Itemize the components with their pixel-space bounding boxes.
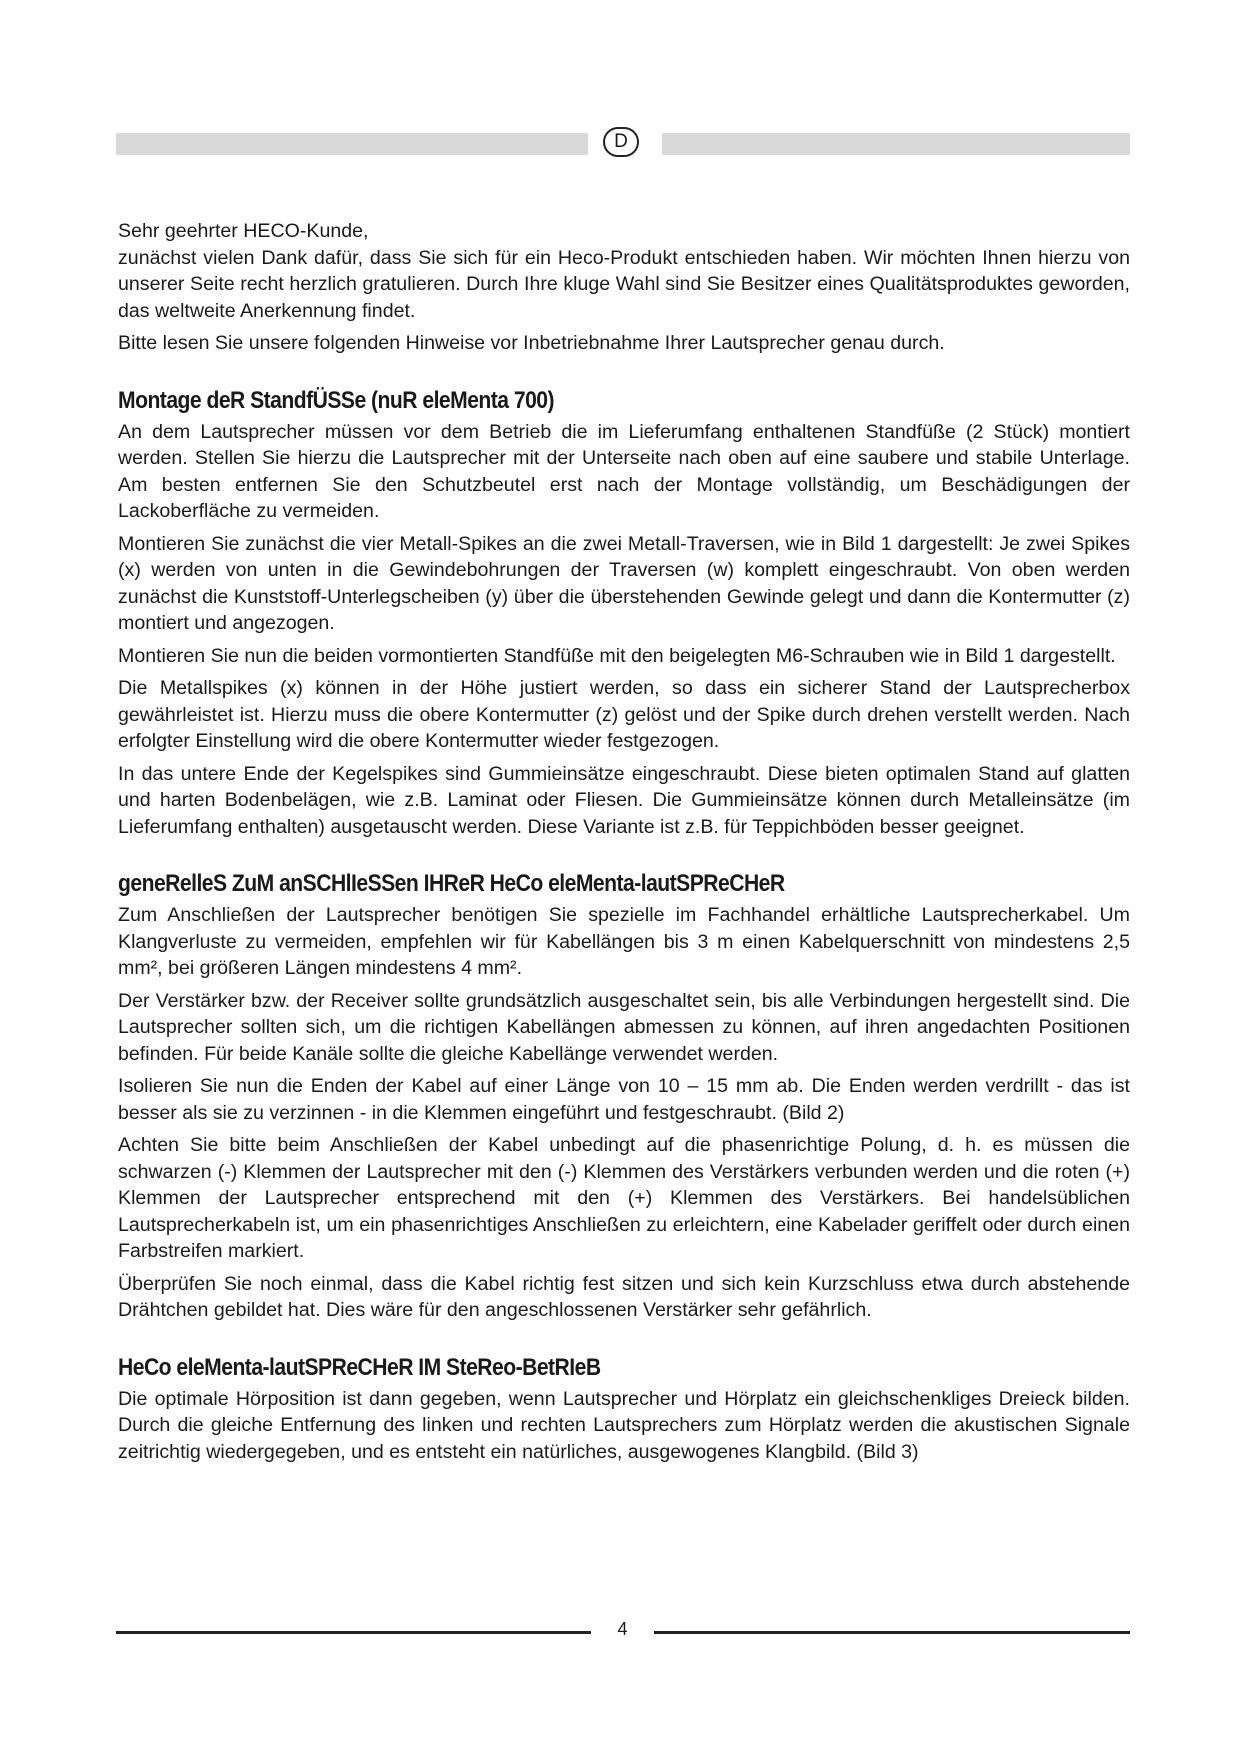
section-paragraph: Achten Sie bitte beim Anschließen der Kabel unbedingt auf die phasenrichtige Polung, d. h. es müssen die schwarzen (-) Klemmen der Lautsprecher mit den (-) Klemmen des Verstärkers verbunden werden und die roten (+) Klemmen der Lautsprecher entsprechend mit den (+) Klemmen des Verstärkers. Bei handelsüblichen Lautsprecherkabeln ist, um ein phasenrichtiges Anschließen zu erleichtern, eine Kabelader geriffelt oder durch einen Farbstreifen markiert. [118,1134,1130,1262]
section-paragraph: Montieren Sie zunächst die vier Metall-Spikes an die zwei Metall-Traversen, wie in Bild 1 dargestellt: Je zwei Spikes (x) werden von unten in die Gewindebohrungen der Traversen (w) komplett eingeschraubt. Von oben werden zunächst die Kunststoff-Unterlegscheiben (y) über die überstehenden Gewinde gelegt und dann die Kontermutter (z) montiert und angezogen. [118,532,1130,634]
footer-rule-right [654,1631,1130,1634]
header-bar-left [116,133,588,155]
page-footer [116,1617,1130,1647]
section-heading: HeCo eleMenta-lautSPReCHeR IM SteReo-BetRIeB [118,1353,601,1381]
section-heading: Montage deR StandfÜSSe (nuR eleMenta 700) [118,386,555,414]
header-bar-right [662,133,1130,155]
section-heading: geneRelleS ZuM anSCHlIeSSen IHReR HeCo eleMenta-lautSPReCHeR [118,870,785,897]
section-paragraph: Der Verstärker bzw. der Receiver sollte grundsätzlich ausgeschaltet sein, bis alle Verbindungen hergestellt sind. Die Lautsprecher sollten sich, um die richtigen Kabellängen abmessen zu können, auf ihren angedachten Positionen befinden. Für beide Kanäle sollte die gleiche Kabellänge verwendet werden. [118,989,1130,1065]
section-paragraph: Überprüfen Sie noch einmal, dass die Kabel richtig fest sitzen und sich kein Kurzschluss etwa durch abstehende Drähtchen gebildet hat. Dies wäre für den angeschlossenen Verstärker sehr gefährlich. [118,1272,1130,1321]
intro-paragraph: Bitte lesen Sie unsere folgenden Hinweise vor Inbetriebnahme Ihrer Lautsprecher genau durch. [118,332,945,354]
section-paragraph: In das untere Ende der Kegelspikes sind Gummieinsätze eingeschraubt. Diese bieten optimalen Stand auf glatten und harten Bodenbelägen, wie z.B. Laminat oder Fliesen. Die Gummieinsätze können durch Metalleinsätze (im Lieferumfang enthalten) ausgetauscht werden. Diese Variante ist z.B. für Teppichböden besser geeignet. [118,762,1130,838]
page-number: 4 [617,1619,628,1639]
section-paragraph: Die optimale Hörposition ist dann gegeben, wenn Lautsprecher und Hörplatz ein gleichschenkliges Dreieck bilden. Durch die gleiche Entfernung des linken und rechten Lautsprechers zum Hörplatz werden die akustischen Signale zeitrichtig wiedergegeben, und es entsteht ein natürliches, ausgewogenes Klangbild. (Bild 3) [118,1387,1130,1463]
salutation: Sehr geehrter HECO-Kunde, [118,220,369,242]
language-badge: D [603,127,639,157]
section-paragraph: Die Metallspikes (x) können in der Höhe justiert werden, so dass ein sicherer Stand der Lautsprecherbox gewährleistet ist. Hierzu muss die obere Kontermutter (z) gelöst und der Spike durch drehen verstellt werden. Nach erfolgter Einstellung wird die obere Kontermutter wieder festgezogen. [118,677,1130,752]
header-band [116,133,1130,155]
section-paragraph: Zum Anschließen der Lautsprecher benötigen Sie spezielle im Fachhandel erhältliche Lautsprecherkabel. Um Klangverluste zu vermeiden, empfehlen wir für Kabellängen bis 3 m einen Kabelquerschnitt von mindestens 2,5 mm², bei größeren Längen mindestens 4 mm². [118,904,1130,979]
document-body [118,218,1130,1471]
footer-rule-left [116,1631,591,1634]
section-paragraph: Isolieren Sie nun die Enden der Kabel auf einer Länge von 10 – 15 mm ab. Die Enden werden verdrillt - das ist besser als sie zu verzinnen - in die Klemmen eingeführt und festgeschraubt. (Bild 2) [118,1075,1130,1124]
section-paragraph: Montieren Sie nun die beiden vormontierten Standfüße mit den beigelegten M6-Schrauben wie in Bild 1 dargestellt. [118,644,1116,667]
intro-paragraph: zunächst vielen Dank dafür, dass Sie sich für ein Heco-Produkt entschieden haben. Wir möchten Ihnen hierzu von unserer Seite recht herzlich gratulieren. Durch Ihre kluge Wahl sind Sie Besitzer eines Qualitätsproduktes geworden, das weltweite Anerkennung findet. [118,246,1130,322]
section-paragraph: An dem Lautsprecher müssen vor dem Betrieb die im Lieferumfang enthaltenen Standfüße (2 Stück) montiert werden. Stellen Sie hierzu die Lautsprecher mit der Unterseite nach oben auf eine saubere und stabile Unterlage. Am besten entfernen Sie den Schutzbeutel erst nach der Montage vollständig, um Beschädigungen der Lackoberfläche zu vermeiden. [118,420,1130,522]
